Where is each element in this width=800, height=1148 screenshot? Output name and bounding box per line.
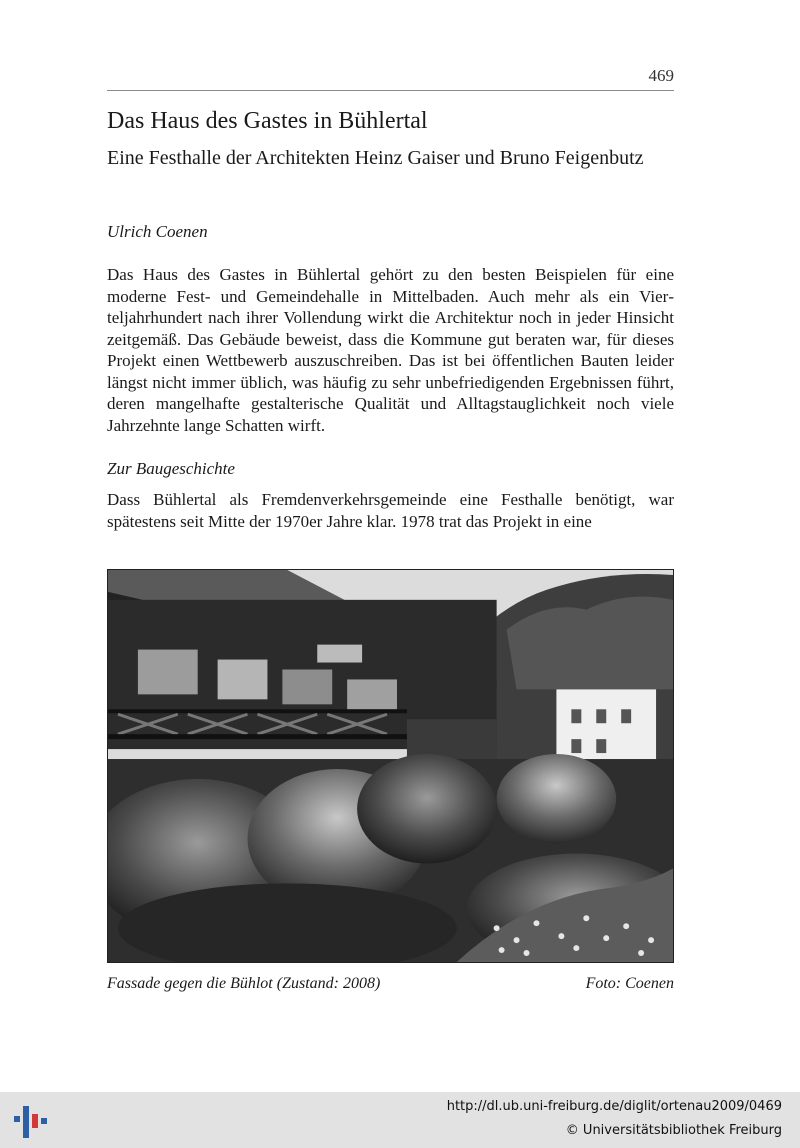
header-rule <box>107 90 674 91</box>
photo-caption: Fassade gegen die Bühlot (Zustand: 2008) <box>107 975 381 992</box>
footer-bar <box>0 1092 800 1148</box>
building-photo <box>107 569 674 963</box>
section-heading: Zur Baugeschichte <box>107 459 235 478</box>
footer-url-link[interactable]: http://dl.ub.uni-freiburg.de/diglit/ortenau2009/0469 <box>446 1099 782 1114</box>
body-paragraph: Dass Bühlertal als Fremdenverkehrsgemeinde eine Festhalle benötigt, war spätestens seit Mitte der 1970er Jahre klar. 1978 trat das Projekt in eine <box>107 490 674 531</box>
ub-freiburg-logo-icon <box>12 1100 50 1140</box>
page-number: 469 <box>648 66 674 85</box>
footer-copyright: © Universitätsbibliothek Freiburg <box>565 1123 782 1138</box>
author-name: Ulrich Coenen <box>107 222 208 241</box>
photo-credit: Foto: Coenen <box>585 975 674 992</box>
article-subtitle: Eine Festhalle der Architekten Heinz Gaiser und Bruno Feigenbutz <box>107 147 644 169</box>
intro-paragraph: Das Haus des Gastes in Bühlertal gehört zu den besten Beispielen für eine moderne Fest- und Gemeindehalle in Mittelbaden. Auch mehr als ein Vierteljahrhundert nach ihrer Vollendung wirkt die Architektur noch in jeder Hinsicht zeitgemäß. Das Gebäude beweist, dass die Kommune gut beraten war, für dieses Projekt einen Wettbewerb auszuschreiben. Das ist bei öffentlichen Bauten leider längst nicht immer üblich, was häufig zu sehr unbefriedigenden Ergebnissen führt, deren mangelhafte gestalterische Qualität und Alltagstauglichkeit noch viele Jahrzehnte lange Schatten wirft. <box>107 265 674 435</box>
article-title: Das Haus des Gastes in Bühlertal <box>107 108 428 134</box>
